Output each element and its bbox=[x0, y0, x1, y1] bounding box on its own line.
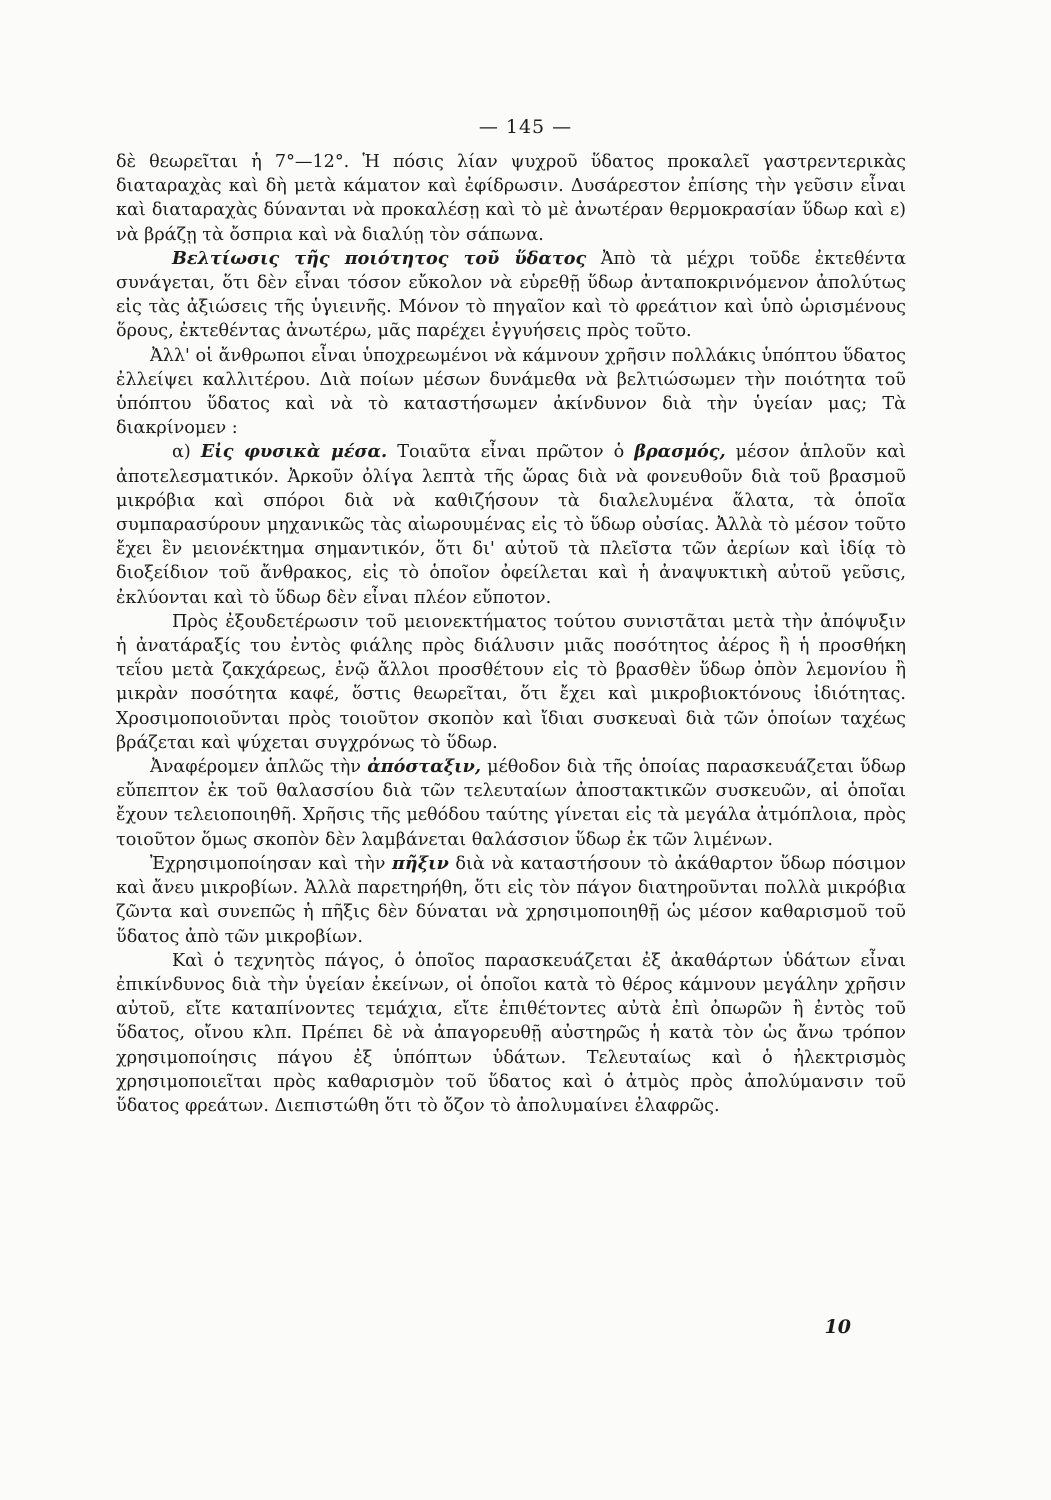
freezing-body: διὰ νὰ καταστήσουν τὸ ἀκάθαρτον ὕδωρ πόσιμον καὶ ἄνευ μικροβίων. Ἀλλὰ παρετηρήθη, ὅτι εἰς τὸν πάγον διατηροῦνται πολλὰ μικρόβια ζῶντα καὶ συνεπῶς ἡ πῆξις δὲν δύναται νὰ χρησιμοποιηθῇ ὡς μέσον καθαρισμοῦ τοῦ ὕδατος ἀπὸ τῶν μικροβίων. bbox=[116, 853, 906, 947]
paragraph-neutralization: Πρὸς ἐξουδετέρωσιν τοῦ μειονεκτήματος τούτου συνιστᾶται μετὰ τὴν ἀπόψυξιν ἡ ἀνατάραξίς του ἐντὸς φιάλης πρὸς διάλυσιν μιᾶς ποσότητος ἀέρος ἢ ἡ προσθήκη τεΐου μετὰ ζακχάρεως, ἐνῷ ἄλλοι προσθέτουν εἰς τὸ βρασθὲν ὕδωρ ὀπὸν λεμονίου ἢ μικρὰν ποσότητα καφέ, ὅστις θεωρεῖται, ὅτι ἔχει καὶ μικροβιοκτόνους ἰδιότητας. Χροσιμοποιοῦνται πρὸς τοιοῦτον σκοπὸν καὶ ἴδιαι συσκευαὶ διὰ τῶν ὁποίων ταχέως βράζεται καὶ ψύχεται συγχρόνως τὸ ὕδωρ. bbox=[116, 611, 906, 753]
page-number: — 145 — bbox=[478, 116, 573, 138]
paragraph-water-improvement-body: Ἀπὸ τὰ μέχρι τοῦδε ἐκτεθέντα συνάγεται, ὅτι δὲν εἶναι τόσον εὔκολον νὰ εὑρεθῇ ὕδωρ ἀνταποκρινόμενον ἀπολύτως εἰς τὰς ἀξιώσεις τῆς ὑγιεινῆς. Μόνον τὸ πηγαῖον καὶ τὸ φρεάτιον καὶ ὑπὸ ὡρισμένους ὅρους, ἐκτεθέντας ἀνωτέρω, μᾶς παρέχει ἐγγυήσεις πρὸς τοῦτο. bbox=[116, 248, 907, 342]
paragraph-physical-means bbox=[116, 440, 906, 609]
paragraph-artificial-ice: Καὶ ὁ τεχνητὸς πάγος, ὁ ὁποῖος παρασκευάζεται ἐξ ἀκαθάρτων ὑδάτων εἶναι ἐπικίνδυνος διὰ τὴν ὑγείαν ἐκείνων, οἱ ὁποῖοι κατὰ τὸ θέρος κάμνουν μεγάλην χρῆσιν αὐτοῦ, εἴτε καταπίνοντες τεμάχια, εἴτε ἐπιθέτοντες αὐτὰ ἐπὶ ὀπωρῶν ἢ ἐντὸς τοῦ ὕδατος, οἴνου κλπ. Πρέπει δὲ νὰ ἀπαγορευθῇ αὐστηρῶς ἡ κατὰ τὸν ὡς ἄνω τρόπον χρησιμοποίησις πάγου ἐξ ὑπόπτων ὑδάτων. Τελευταίως καὶ ὁ ἠλεκτρισμὸς χρησιμοποιεῖται πρὸς καθαρισμὸν τοῦ ὕδατος καὶ ὁ ἀτμὸς πρὸς ἀπολύμανσιν τοῦ ὕδατος φρεάτων. Διεπιστώθη ὅτι τὸ ὄζον τὸ ἀπολυμαίνει ἐλαφρῶς. bbox=[116, 950, 906, 1116]
physical-means-body: μέσον ἁπλοῦν καὶ ἀποτελεσματικόν. Ἀρκοῦν ὀλίγα λεπτὰ τῆς ὥρας διὰ νὰ φονευθοῦν διὰ τοῦ βρασμοῦ μικρόβια καὶ σπόροι διὰ νὰ καθιζήσουν τὰ διαλελυμένα ἅλατα, τὰ ὁποῖα συμπαρασύρουν μηχανικῶς τὰς αἰωρουμένας εἰς τὸ ὕδωρ οὐσίας. Ἀλλὰ τὸ μέσον τοῦτο ἔχει ἓν μειονέκτημα σημαντικόν, ὅτι δι' αὐτοῦ τὰ πλεῖστα τῶν ἀερίων καὶ ἰδίᾳ τὸ διοξείδιον τοῦ ἄνθρακος, εἰς τὸ ὁποῖον ὀφείλεται καὶ ἡ ἀναψυκτικὴ αὐτοῦ γεῦσις, ἐκλύονται καὶ τὸ ὕδωρ δὲν εἶναι πλέον εὔποτον. bbox=[116, 442, 907, 608]
physical-means-intro: Τοιαῦτα εἶναι πρῶτον ὁ bbox=[387, 442, 635, 463]
paragraph-suspect-water: Ἀλλ' οἱ ἄνθρωποι εἶναι ὑποχρεωμένοι νὰ κάμνουν χρῆσιν πολλάκις ὑπόπτου ὕδατος ἐλλείψει καλλιτέρου. Διὰ ποίων μέσων δυνάμεθα νὰ βελτιώσωμεν τὴν ποιότητα τοῦ ὑπόπτου ὕδατος καὶ νὰ τὸ καταστήσωμεν ἀκίνδυνον διὰ τὴν ὑγείαν μας; Τὰ διακρίνομεν : bbox=[116, 345, 906, 439]
term-boiling: βρασμός, bbox=[634, 441, 726, 463]
section-heading-physical-means: Εἰς φυσικὰ μέσα. bbox=[200, 441, 388, 463]
body-text bbox=[116, 150, 906, 1118]
freezing-intro: Ἐχρησιμοποίησαν καὶ τὴν bbox=[150, 853, 393, 874]
list-marker-a: α) bbox=[172, 442, 201, 463]
distillation-intro: Ἀναφέρομεν ἁπλῶς τὴν bbox=[150, 757, 368, 778]
term-distillation: ἀπόσταξιν, bbox=[367, 756, 481, 778]
paragraph-water-temperature: δὲ θεωρεῖται ἡ 7°—12°. Ἡ πόσις λίαν ψυχροῦ ὕδατος προκαλεῖ γαστρεντερικὰς διαταραχὰς καὶ δὴ μετὰ κάματον καὶ ἐφίδρωσιν. Δυσάρεστον ἐπίσης τὴν γεῦσιν εἶναι καὶ διαταραχὰς δύνανται νὰ προκαλέσῃ καὶ τὸ μὲ ἀνωτέραν θερμοκρασίαν ὕδωρ καὶ ε) νὰ βράζῃ τὰ ὄσπρια καὶ νὰ διαλύῃ τὸν σάπωνα. bbox=[116, 152, 906, 245]
paragraph-freezing bbox=[116, 852, 906, 949]
paragraph-water-improvement bbox=[116, 247, 906, 344]
term-freezing: πῆξιν bbox=[392, 852, 449, 874]
section-heading-water-improvement: Βελτίωσις τῆς ποιότητος τοῦ ὕδατος bbox=[172, 247, 587, 269]
signature-mark: 10 bbox=[824, 1316, 851, 1338]
paragraph-distillation bbox=[116, 755, 906, 852]
distillation-body: μέθοδον διὰ τῆς ὁποίας παρασκευάζεται ὕδωρ εὔπεπτον ἐκ τοῦ θαλασσίου διὰ τῶν τελευταίων ἀποστακτικῶν συσκευῶν, αἱ ὁποῖαι ἔχουν τελειοποιηθῆ. Χρῆσις τῆς μεθόδου ταύτης γίνεται εἰς τὰ μεγάλα ἀτμόπλοια, πρὸς τοιοῦτον ὅμως σκοπὸν δὲν λαμβάνεται θαλάσσιον ὕδωρ ἐκ τῶν λιμένων. bbox=[116, 757, 906, 850]
